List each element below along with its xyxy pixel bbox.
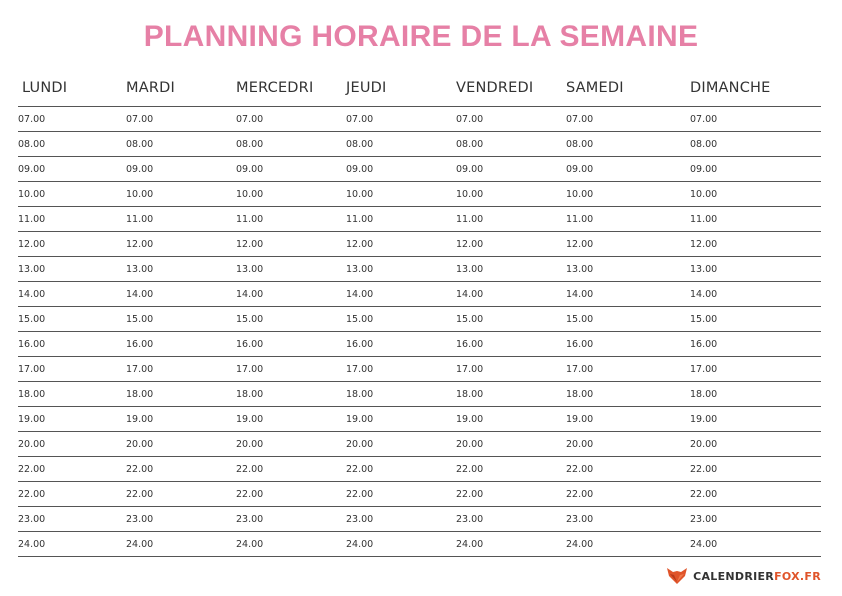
- time-row: [18, 107, 821, 132]
- time-slot-saturday: 22.00: [566, 489, 594, 500]
- time-slot-thursday: 18.00: [346, 389, 374, 400]
- time-slot-sunday: 12.00: [690, 239, 718, 250]
- time-slot-friday: 10.00: [456, 189, 484, 200]
- time-slot-sunday: 18.00: [690, 389, 718, 400]
- time-slot-wednesday: 09.00: [236, 164, 264, 175]
- time-slot-wednesday: 17.00: [236, 364, 264, 375]
- day-header-wednesday: MERCEDRI: [236, 80, 314, 96]
- time-slot-wednesday: 18.00: [236, 389, 264, 400]
- time-slot-tuesday: 12.00: [126, 239, 154, 250]
- time-slot-tuesday: 10.00: [126, 189, 154, 200]
- time-slot-sunday: 13.00: [690, 264, 718, 275]
- time-slot-friday: 24.00: [456, 539, 484, 550]
- time-row: [18, 257, 821, 282]
- time-slot-monday: 09.00: [18, 164, 46, 175]
- time-slot-monday: 24.00: [18, 539, 46, 550]
- time-slot-friday: 22.00: [456, 489, 484, 500]
- time-row: [18, 182, 821, 207]
- time-slot-wednesday: 11.00: [236, 214, 264, 225]
- time-row: [18, 332, 821, 357]
- time-slot-tuesday: 20.00: [126, 439, 154, 450]
- time-row: [18, 532, 821, 557]
- day-header-thursday: JEUDI: [346, 80, 387, 96]
- time-slot-thursday: 17.00: [346, 364, 374, 375]
- time-slot-thursday: 15.00: [346, 314, 374, 325]
- time-slot-friday: 14.00: [456, 289, 484, 300]
- time-slot-saturday: 09.00: [566, 164, 594, 175]
- time-row: [18, 232, 821, 257]
- time-row: [18, 507, 821, 532]
- page-title: PLANNING HORAIRE DE LA SEMAINE: [143, 20, 699, 53]
- time-slot-sunday: 19.00: [690, 414, 718, 425]
- day-header-sunday: DIMANCHE: [690, 80, 771, 96]
- time-slot-friday: 18.00: [456, 389, 484, 400]
- time-slot-wednesday: 23.00: [236, 514, 264, 525]
- time-slot-sunday: 11.00: [690, 214, 718, 225]
- time-slot-saturday: 20.00: [566, 439, 594, 450]
- time-slot-saturday: 14.00: [566, 289, 594, 300]
- time-row: [18, 357, 821, 382]
- time-rows: [18, 107, 821, 557]
- day-header-friday: VENDREDI: [456, 80, 534, 96]
- time-slot-saturday: 15.00: [566, 314, 594, 325]
- time-slot-saturday: 24.00: [566, 539, 594, 550]
- brand-logo: [667, 568, 821, 584]
- time-slot-friday: 13.00: [456, 264, 484, 275]
- time-slot-tuesday: 22.00: [126, 489, 154, 500]
- time-slot-wednesday: 08.00: [236, 139, 264, 150]
- time-slot-friday: 20.00: [456, 439, 484, 450]
- time-slot-thursday: 07.00: [346, 114, 374, 125]
- time-slot-tuesday: 09.00: [126, 164, 154, 175]
- time-row: [18, 432, 821, 457]
- time-slot-saturday: 07.00: [566, 114, 594, 125]
- time-row: [18, 282, 821, 307]
- time-slot-tuesday: 22.00: [126, 464, 154, 475]
- time-slot-wednesday: 16.00: [236, 339, 264, 350]
- time-slot-sunday: 22.00: [690, 489, 718, 500]
- time-slot-wednesday: 13.00: [236, 264, 264, 275]
- time-slot-friday: 17.00: [456, 364, 484, 375]
- time-slot-tuesday: 19.00: [126, 414, 154, 425]
- time-slot-sunday: 07.00: [690, 114, 718, 125]
- time-slot-monday: 22.00: [18, 464, 46, 475]
- time-slot-tuesday: 16.00: [126, 339, 154, 350]
- time-slot-wednesday: 07.00: [236, 114, 264, 125]
- time-slot-tuesday: 07.00: [126, 114, 154, 125]
- time-row: [18, 157, 821, 182]
- time-slot-friday: 23.00: [456, 514, 484, 525]
- time-slot-sunday: 24.00: [690, 539, 718, 550]
- time-slot-sunday: 15.00: [690, 314, 718, 325]
- time-slot-wednesday: 14.00: [236, 289, 264, 300]
- time-slot-tuesday: 11.00: [126, 214, 154, 225]
- day-header-monday: LUNDI: [22, 80, 68, 96]
- time-slot-thursday: 14.00: [346, 289, 374, 300]
- time-slot-monday: 15.00: [18, 314, 46, 325]
- time-slot-saturday: 19.00: [566, 414, 594, 425]
- time-slot-thursday: 22.00: [346, 489, 374, 500]
- time-slot-wednesday: 15.00: [236, 314, 264, 325]
- time-slot-monday: 11.00: [18, 214, 46, 225]
- time-slot-sunday: 14.00: [690, 289, 718, 300]
- time-slot-saturday: 22.00: [566, 464, 594, 475]
- time-slot-friday: 07.00: [456, 114, 484, 125]
- time-slot-thursday: 09.00: [346, 164, 374, 175]
- day-header-tuesday: MARDI: [126, 80, 175, 96]
- time-slot-tuesday: 23.00: [126, 514, 154, 525]
- time-slot-monday: 20.00: [18, 439, 46, 450]
- time-slot-tuesday: 08.00: [126, 139, 154, 150]
- time-slot-monday: 13.00: [18, 264, 46, 275]
- time-slot-friday: 22.00: [456, 464, 484, 475]
- time-row: [18, 132, 821, 157]
- fox-icon: [667, 568, 687, 584]
- time-slot-wednesday: 10.00: [236, 189, 264, 200]
- time-slot-wednesday: 20.00: [236, 439, 264, 450]
- time-slot-sunday: 08.00: [690, 139, 718, 150]
- brand-name: CALENDRIERFOX.FR: [693, 569, 821, 583]
- time-slot-sunday: 20.00: [690, 439, 718, 450]
- time-slot-monday: 08.00: [18, 139, 46, 150]
- time-slot-thursday: 12.00: [346, 239, 374, 250]
- time-slot-friday: 19.00: [456, 414, 484, 425]
- time-slot-thursday: 19.00: [346, 414, 374, 425]
- time-slot-saturday: 08.00: [566, 139, 594, 150]
- time-slot-thursday: 23.00: [346, 514, 374, 525]
- time-slot-monday: 07.00: [18, 114, 46, 125]
- time-slot-saturday: 17.00: [566, 364, 594, 375]
- time-slot-monday: 23.00: [18, 514, 46, 525]
- time-slot-saturday: 13.00: [566, 264, 594, 275]
- time-row: [18, 207, 821, 232]
- time-row: [18, 382, 821, 407]
- day-header-row: [18, 70, 821, 107]
- time-slot-saturday: 18.00: [566, 389, 594, 400]
- time-slot-wednesday: 22.00: [236, 489, 264, 500]
- time-slot-monday: 18.00: [18, 389, 46, 400]
- time-slot-sunday: 23.00: [690, 514, 718, 525]
- time-slot-sunday: 16.00: [690, 339, 718, 350]
- time-slot-tuesday: 24.00: [126, 539, 154, 550]
- time-slot-monday: 17.00: [18, 364, 46, 375]
- time-slot-saturday: 11.00: [566, 214, 594, 225]
- time-slot-monday: 19.00: [18, 414, 46, 425]
- time-slot-thursday: 13.00: [346, 264, 374, 275]
- time-slot-sunday: 10.00: [690, 189, 718, 200]
- time-slot-sunday: 17.00: [690, 364, 718, 375]
- time-slot-thursday: 11.00: [346, 214, 374, 225]
- time-slot-tuesday: 18.00: [126, 389, 154, 400]
- time-slot-saturday: 23.00: [566, 514, 594, 525]
- time-slot-wednesday: 24.00: [236, 539, 264, 550]
- time-slot-thursday: 20.00: [346, 439, 374, 450]
- time-row: [18, 407, 821, 432]
- time-slot-tuesday: 17.00: [126, 364, 154, 375]
- time-slot-friday: 09.00: [456, 164, 484, 175]
- time-slot-saturday: 10.00: [566, 189, 594, 200]
- time-slot-saturday: 16.00: [566, 339, 594, 350]
- time-slot-thursday: 22.00: [346, 464, 374, 475]
- time-slot-wednesday: 19.00: [236, 414, 264, 425]
- time-slot-tuesday: 13.00: [126, 264, 154, 275]
- time-slot-thursday: 08.00: [346, 139, 374, 150]
- time-slot-thursday: 16.00: [346, 339, 374, 350]
- weekly-planner: [18, 70, 821, 557]
- time-slot-thursday: 10.00: [346, 189, 374, 200]
- time-slot-sunday: 09.00: [690, 164, 718, 175]
- time-slot-monday: 16.00: [18, 339, 46, 350]
- time-slot-sunday: 22.00: [690, 464, 718, 475]
- time-slot-friday: 11.00: [456, 214, 484, 225]
- time-slot-monday: 14.00: [18, 289, 46, 300]
- time-slot-friday: 12.00: [456, 239, 484, 250]
- time-slot-monday: 22.00: [18, 489, 46, 500]
- time-slot-thursday: 24.00: [346, 539, 374, 550]
- time-slot-friday: 16.00: [456, 339, 484, 350]
- time-slot-wednesday: 12.00: [236, 239, 264, 250]
- time-row: [18, 457, 821, 482]
- time-slot-friday: 08.00: [456, 139, 484, 150]
- time-slot-wednesday: 22.00: [236, 464, 264, 475]
- time-slot-tuesday: 14.00: [126, 289, 154, 300]
- time-row: [18, 482, 821, 507]
- time-slot-monday: 12.00: [18, 239, 46, 250]
- time-slot-friday: 15.00: [456, 314, 484, 325]
- time-slot-saturday: 12.00: [566, 239, 594, 250]
- time-row: [18, 307, 821, 332]
- day-header-saturday: SAMEDI: [566, 80, 624, 96]
- time-slot-monday: 10.00: [18, 189, 46, 200]
- time-slot-tuesday: 15.00: [126, 314, 154, 325]
